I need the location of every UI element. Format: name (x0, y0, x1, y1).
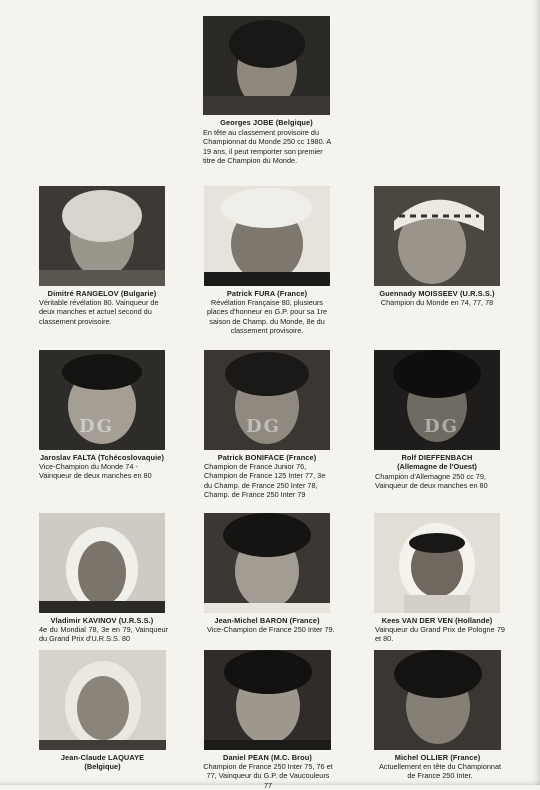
rider-name: Rolf DIEFFENBACH (401, 453, 473, 462)
rider-description: Champion de France Junior 76, Champion de France 125 Inter 77, 3e du Champ. de France 250 Inter 78, Champ. de France 250 Inter 79 (204, 462, 326, 499)
watermark: DG (79, 416, 114, 437)
rider-description: Champion du Monde en 74, 77, 78 (380, 298, 494, 307)
rider-name: Patrick BONIFACE (France) (217, 453, 317, 462)
rider-description: Vainqueur du Grand Prix de Pologne 79 et 80. (375, 625, 505, 644)
rider-description: Véritable révélation 80. Vainqueur de deux manches et actuel second du classement provisoire. (39, 298, 159, 326)
rider-country: (Belgique) (84, 762, 121, 771)
rider-description: 4e du Mondial 78, 3e en 79, Vainqueur du Grand Prix d'U.R.S.S. 80 (39, 625, 168, 644)
rider-name: Patrick FURA (France) (226, 289, 308, 298)
rider-description: Champion de France 250 Inter 75, 76 et 77, Vainqueur du G.P. de Vaucouleurs 77 (203, 762, 333, 790)
rider-description: En tête au classement provisoire du Championnat du Monde 250 cc 1980. A 19 ans, il peut remporter son premier titre de Champion du Monde. (203, 128, 331, 165)
watermark: DG (246, 416, 281, 437)
rider-description: Révélation Française 80, plusieurs places d'honneur en G.P. pour sa 1re saison de Champ. du Monde, 8e du classement provisoire. (206, 298, 328, 335)
rider-name: Guennady MOISSEEV (U.R.S.S.) (379, 289, 495, 298)
rider-name: Michel OLLIER (France) (394, 753, 481, 762)
rider-name: Georges JOBE (Belgique) (220, 118, 313, 127)
rider-name: Daniel PEAN (M.C. Brou) (223, 753, 312, 762)
rider-description: Actuellement en tête du Championnat de France 250 Inter. (378, 762, 502, 781)
rider-name: Vladimir KAVINOV (U.R.S.S.) (50, 616, 154, 625)
rider-description: Champion d'Allemagne 250 cc 79, Vainqueur de deux manches en 80 (375, 472, 488, 491)
watermark: DG (424, 416, 459, 437)
rider-name: Jaroslav FALTA (Tchécoslovaquie) (39, 453, 165, 462)
rider-name: Dimitré RANGELOV (Bulgarie) (47, 289, 157, 298)
rider-country: (Allemagne de l'Ouest) (397, 462, 477, 471)
rider-name: Jean-Michel BARON (France) (214, 616, 320, 625)
rider-description: Vice-Champion du Monde 74 - Vainqueur de deux manches en 80 (39, 462, 152, 481)
rider-description: Vice-Champion de France 250 Inter 79. (207, 625, 335, 634)
rider-name: Jean-Claude LAQUAYE (60, 753, 145, 762)
rider-name: Kees VAN DER VEN (Hollande) (381, 616, 493, 625)
